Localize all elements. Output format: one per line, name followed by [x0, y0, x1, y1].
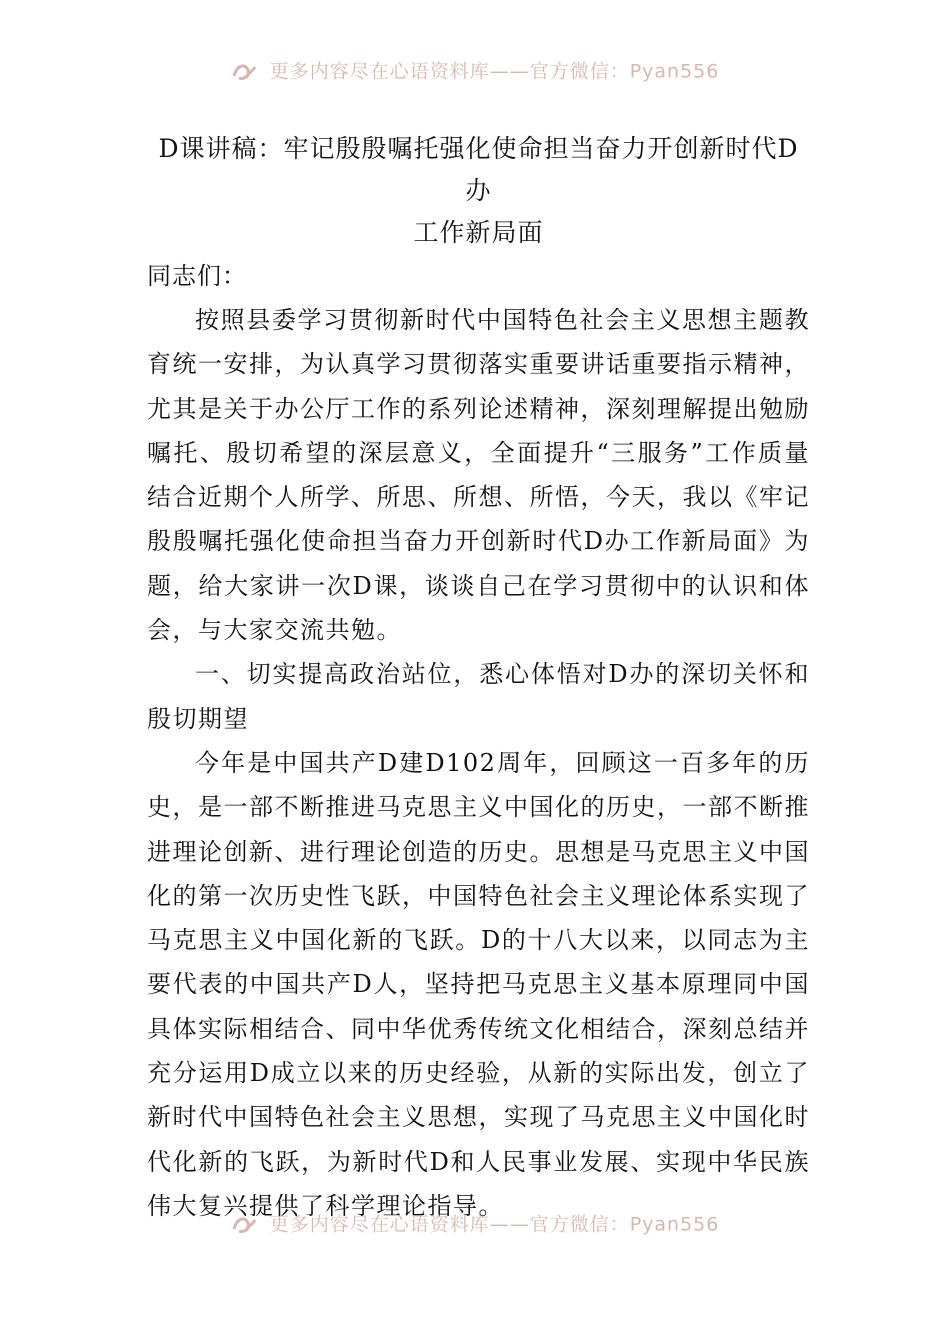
paragraph-history: 今年是中国共产D建D102周年，回顾这一百多年的历史，是一部不断推进马克思主义中国化的历史，一部不断推进理论创新、进行理论创造的历史。思想是马克思主义中国化的第一次历史性飞跃，中国特色社会主义理论体系实现了马克思主义中国化新的飞跃。D的十八大以来，以同志为主要代表的中国共产D人，坚持把马克思主义基本原理同中国具体实际相结合、同中华优秀传统文化相结合，深刻总结并充分运用D成立以来的历史经验，从新的实际出发，创立了新时代中国特色社会主义思想，实现了马克思主义中国化时代化新的飞跃，为新时代D和人民事业发展、实现中华民族伟大复兴提供了科学理论指导。 [147, 748, 810, 1220]
paragraph-intro: 按照县委学习贯彻新时代中国特色社会主义思想主题教育统一安排，为认真学习贯彻落实重要讲话重要指示精神，尤其是关于办公厅工作的系列论述精神，深刻理解提出勉励嘱托、殷切希望的深层意义，全面提升“三服务”工作质量结合近期个人所学、所思、所想、所悟，今天，我以《牢记殷殷嘱托强化使命担当奋力开创新时代D办工作新局面》为题，给大家讲一次D课，谈谈自己在学习贯彻中的认识和体会，与大家交流共勉。 [147, 306, 810, 645]
logo-icon [231, 1214, 257, 1236]
section-heading-1: 一、切实提高政治站位，悉心体悟对D办的深切关怀和殷切期望 [147, 660, 810, 733]
watermark-text: 更多内容尽在心语资料库——官方微信：Pyan556 [269, 60, 720, 83]
greeting: 同志们： [147, 262, 247, 290]
document-title-line-1: D课讲稿：牢记殷殷嘱托强化使命担当奋力开创新时代D办 [158, 134, 799, 205]
document-body [147, 128, 810, 1228]
watermark-text: 更多内容尽在心语资料库——官方微信：Pyan556 [269, 1213, 720, 1236]
document-title-line-2: 工作新局面 [413, 218, 544, 247]
footer-watermark [0, 1211, 950, 1237]
header-watermark [0, 58, 950, 84]
logo-icon [231, 61, 257, 83]
